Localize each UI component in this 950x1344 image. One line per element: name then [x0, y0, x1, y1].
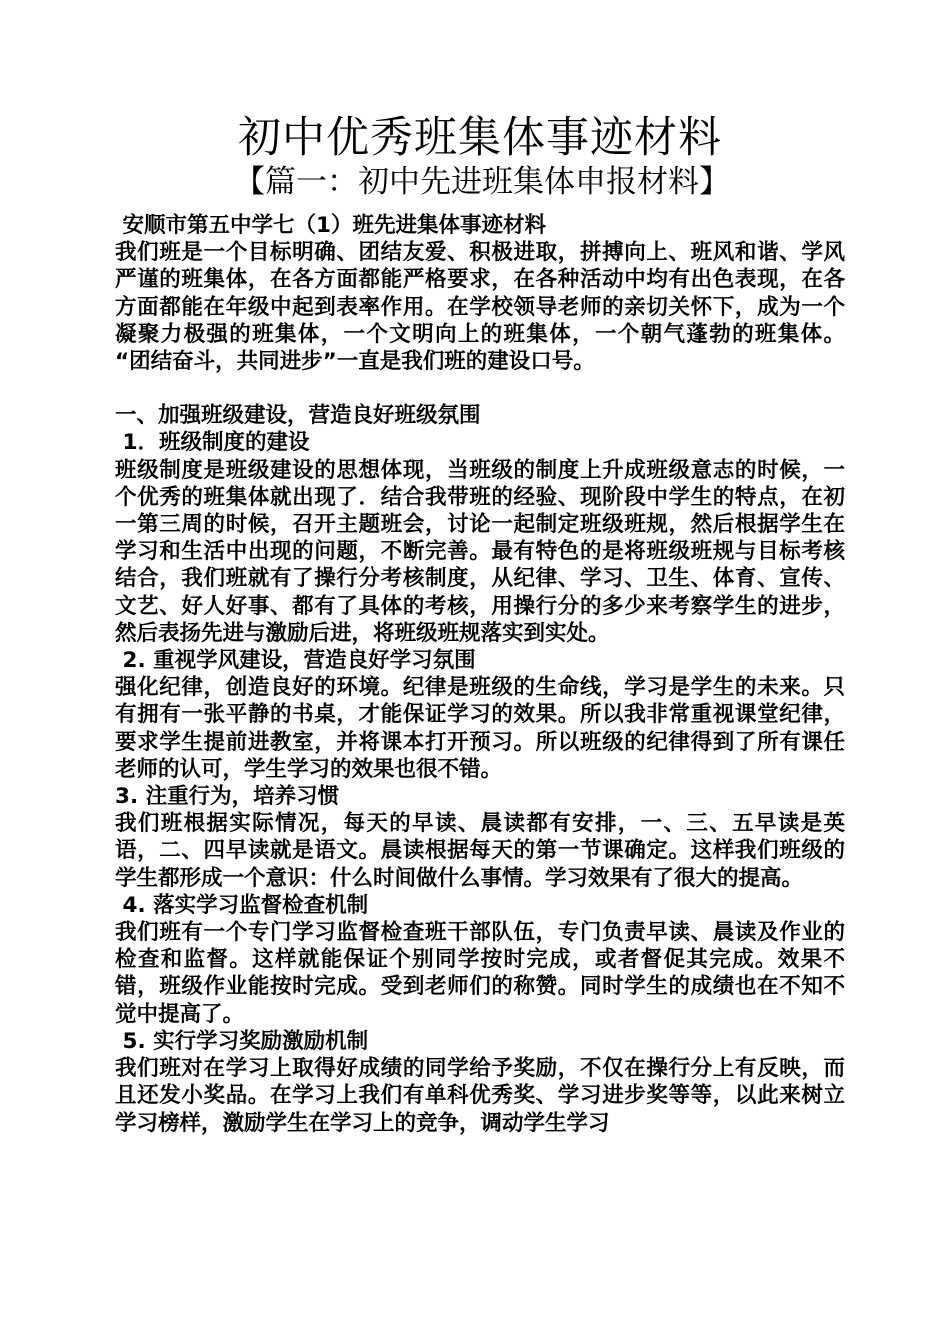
subsection-title-2: 2. 重视学风建设，营造良好学习氛围 — [115, 648, 476, 674]
document-subtitle: 【篇一：初中先进班集体申报材料】 — [234, 164, 730, 200]
document-title: 初中优秀班集体事迹材料 — [238, 113, 722, 163]
subsection-title-3: 3. 注重行为，培养习惯 — [115, 784, 340, 810]
article-heading: 安顺市第五中学七（1）班先进集体事迹材料 — [115, 213, 546, 238]
subsection-text-1: 班级制度是班级建设的思想体现，当班级的制度上升成班级意志的时候，一个优秀的班集体就出现了．结合我带班的经验、现阶段中学生的特点，在初一第三周的时候，召开主题班会，讨论一起制定班级班规，然后根据学生在学习和生活中出现的问题，不断完善。最有特色的是将班级班规与目标考核结合，我们班就有了操行分考核制度，从纪律、学习、卫生、体育、宣传、文艺、好人好事、都有了具体的考核，用操行分的多少来考察学生的进步，然后表扬先进与激励后进，将班级班规落实到实处。 — [115, 457, 845, 646]
subsection-text-2: 强化纪律，创造良好的环境。纪律是班级的生命线，学习是学生的未来。只有拥有一张平静的书桌，才能保证学习的效果。所以我非常重视课堂纪律，要求学生提前进教室，并将课本打开预习。所以班级的纪律得到了所有课任老师的认可，学生学习的效果也很不错。 — [115, 675, 845, 782]
subsection-text-5: 我们班对在学习上取得好成绩的同学给予奖励，不仅在操行分上有反映，而且还发小奖品。在学习上我们有单科优秀奖、学习进步奖等等，以此来树立学习榜样，激励学生在学习上的竞争，调动学生学习 — [115, 1056, 845, 1136]
intro-paragraph: 我们班是一个目标明确、团结友爱、积极进取，拼搏向上、班风和谐、学风严谨的班集体，在各方面都能严格要求，在各种活动中均有出色表现，在各方面都能在年级中起到表率作用。在学校领导老师的亲切关怀下，成为一个凝聚力极强的班集体，一个文明向上的班集体，一个朝气蓬勃的班集体。 “团结奋斗，共同进步”一直是我们班的建设口号。 — [115, 240, 845, 375]
subsection-title-1: 1．班级制度的建设 — [115, 430, 310, 456]
subsection-text-3: 我们班根据实际情况，每天的早读、晨读都有安排，一、三、五早读是英语，二、四早读就是语文。晨读根据每天的第一节课确定。这样我们班级的学生都形成一个意识：什么时间做什么事情。学习效果有了很大的提高。 — [115, 811, 845, 891]
subsection-text-4: 我们班有一个专门学习监督检查班干部队伍，专门负责早读、晨读及作业的检查和监督。这样就能保证个别同学按时完成，或者督促其完成。效果不错，班级作业能按时完成。受到老师们的称赞。同时学生的成绩也在不知不觉中提高了。 — [115, 920, 845, 1027]
section-heading: 一、加强班级建设，营造良好班级氛围 — [115, 403, 481, 429]
document-body — [115, 212, 845, 1137]
subsection-title-4: 4. 落实学习监督检查机制 — [115, 892, 369, 918]
subsection-title-5: 5. 实行学习奖励激励机制 — [115, 1028, 369, 1054]
paragraph-gap — [115, 375, 845, 402]
